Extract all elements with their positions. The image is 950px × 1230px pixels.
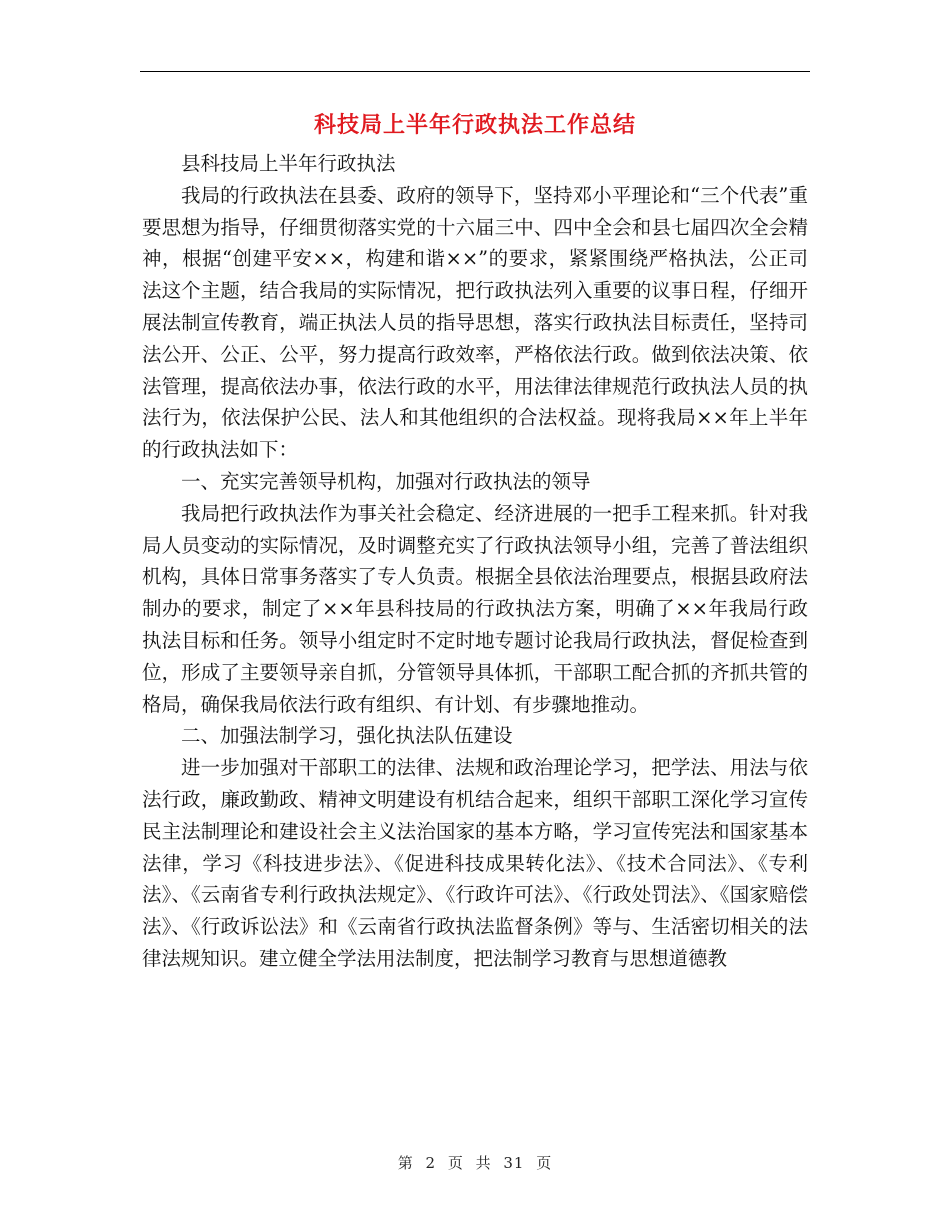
section-heading-2: 二、加强法制学习，强化执法队伍建设 — [181, 724, 513, 748]
header-rule — [140, 71, 810, 72]
paragraph-section-2: 进一步加强对干部职工的法律、法规和政治理论学习，把学法、用法与依法行政，廉政勤政、精神文明建设有机结合起来，组织干部职工深化学习宣传民主法制理论和建设社会主义法治国家的基本方略，学习宣传宪法和国家基本法律，学习《科技进步法》、《促进科技成果转化法》、《技术合同法》、《专利法》、《云南省专利行政执法规定》、《行政许可法》、《行政处罚法》、《国家赔偿法》、《行政诉讼法》和《云南省行政执法监督条例》等与、生活密切相关的法律法规知识。建立健全学法用法制度，把法制学习教育与思想道德教 — [142, 756, 808, 970]
paragraph-section-1: 我局把行政执法作为事关社会稳定、经济进展的一把手工程来抓。针对我局人员变动的实际情况，及时调整充实了行政执法领导小组，完善了普法组织机构，具体日常事务落实了专人负责。根据全县依法治理要点，根据县政府法制办的要求，制定了××年县科技局的行政执法方案，明确了××年我局行政执法目标和任务。领导小组定时不定时地专题讨论我局行政执法，督促检查到位，形成了主要领导亲自抓，分管领导具体抓，干部职工配合抓的齐抓共管的格局，确保我局依法行政有组织、有计划、有步骤地推动。 — [142, 501, 808, 716]
paragraph-subtitle: 县科技局上半年行政执法 — [181, 152, 396, 175]
document-body — [142, 148, 808, 975]
section-heading-1: 一、充实完善领导机构，加强对行政执法的领导 — [181, 469, 591, 493]
document-title: 科技局上半年行政执法工作总结 — [313, 112, 636, 138]
paragraph-intro: 我局的行政执法在县委、政府的领导下，坚持邓小平理论和“三个代表”重要思想为指导，仔细贯彻落实党的十六届三中、四中全会和县七届四次全会精神，根据“创建平安××，构建和谐××”的要求，紧紧围绕严格执法，公正司法这个主题，结合我局的实际情况，把行政执法列入重要的议事日程，仔细开展法制宣传教育，端正执法人员的指导思想，落实行政执法目标责任，坚持司法公开、公正、公平，努力提高行政效率，严格依法行政。做到依法决策、依法管理，提高依法办事，依法行政的水平，用法律法律规范行政执法人员的执法行为，依法保护公民、法人和其他组织的合法权益。现将我局××年上半年的行政执法如下： — [142, 183, 808, 462]
page-number: 第 2 页 共 31 页 — [397, 1154, 553, 1172]
